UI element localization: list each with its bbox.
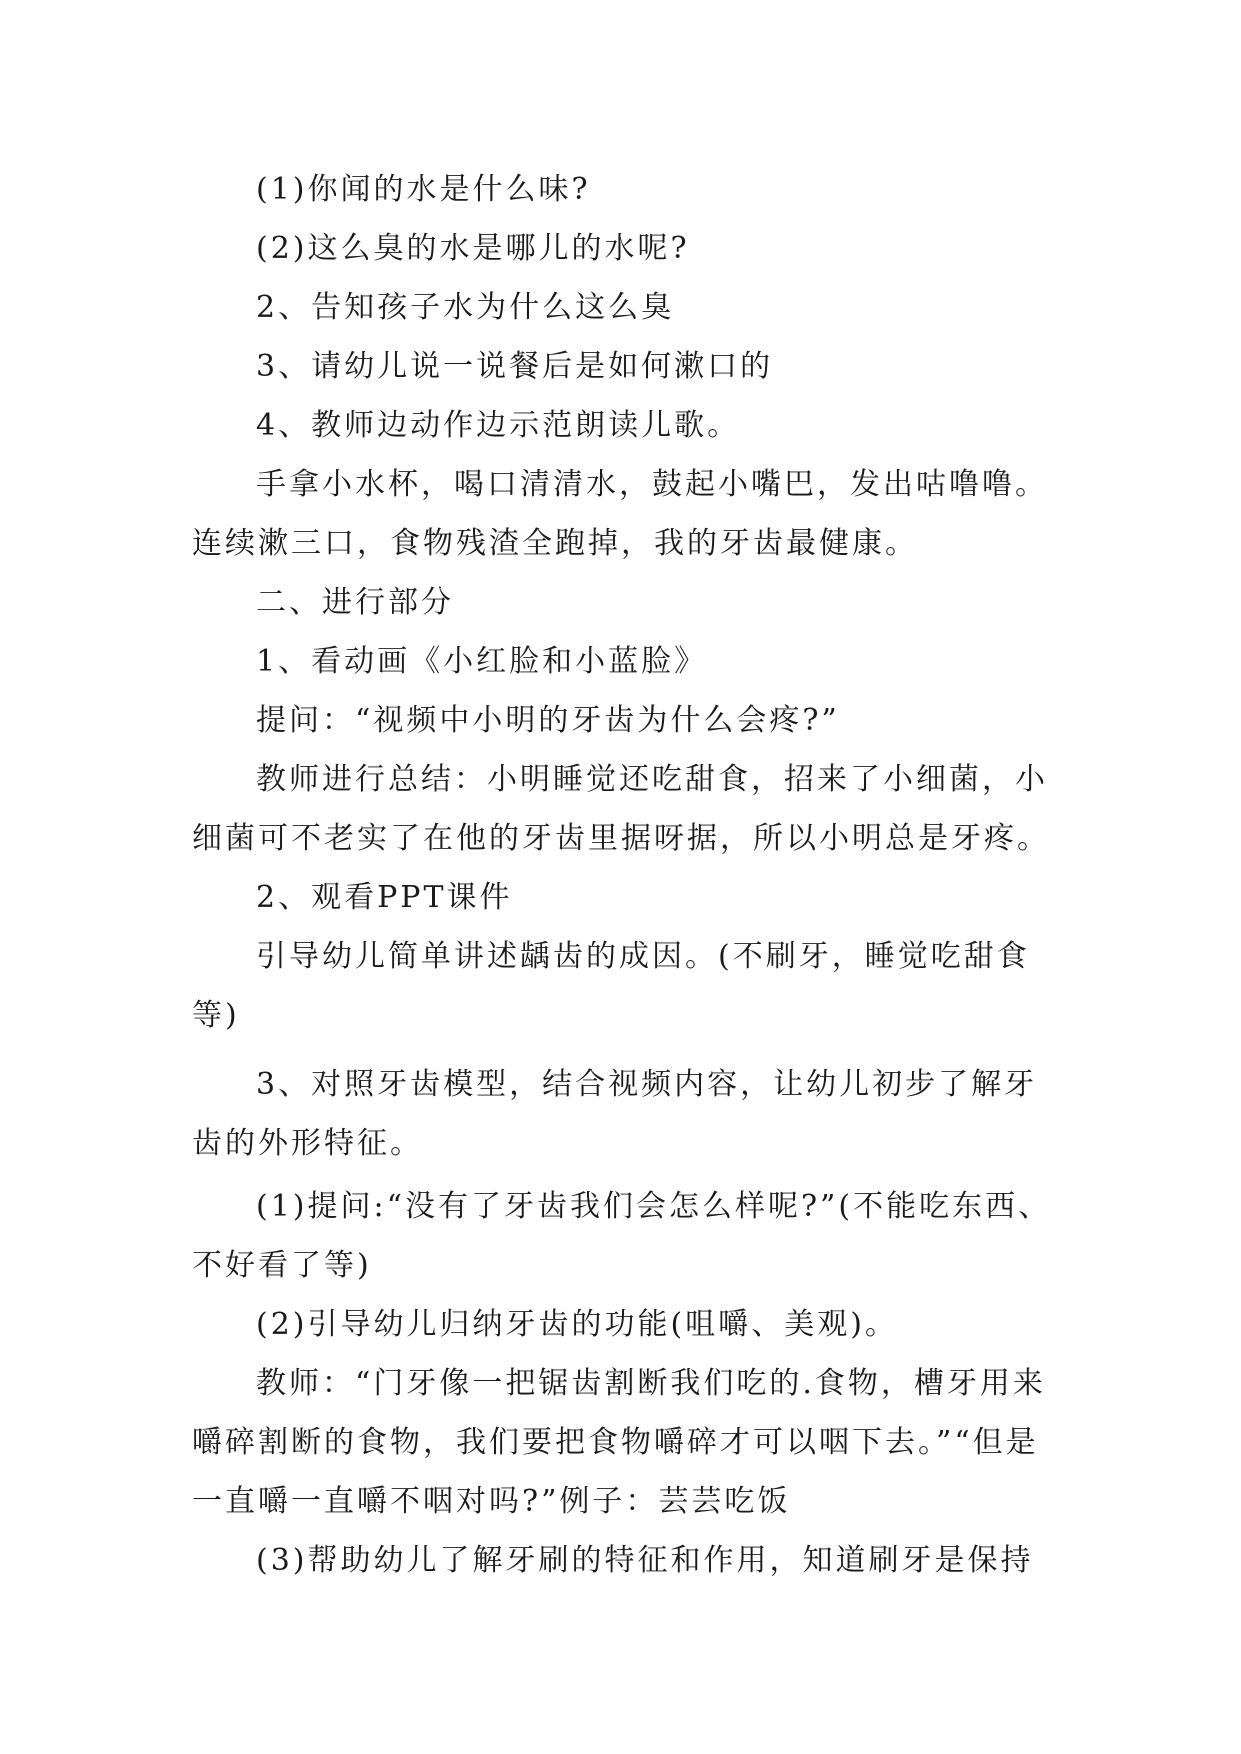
text-line: 一直嚼一直嚼不咽对吗?”例子：芸芸吃饭	[192, 1484, 791, 1519]
text-line: 不好看了等)	[192, 1248, 372, 1283]
text-line: 提问：“视频中小明的牙齿为什么会疼?”	[256, 703, 840, 738]
document-body	[192, 160, 1062, 1590]
text-line: 3、对照牙齿模型，结合视频内容，让幼儿初步了解牙	[256, 1067, 1038, 1102]
text-line: 手拿小水杯，喝口清清水，鼓起小嘴巴，发出咕噜噜。	[256, 467, 1048, 502]
text-line: 教师：“门牙像一把锯齿割断我们吃的.食物，槽牙用来	[256, 1366, 1046, 1401]
text-line: (3)帮助幼儿了解牙刷的特征和作用，知道刷牙是保持	[256, 1543, 1034, 1578]
text-line: 2、观看PPT课件	[256, 880, 513, 915]
text-line: 等)	[192, 998, 240, 1033]
text-line: (1)提问:“没有了牙齿我们会怎么样呢?”(不能吃东西、	[256, 1189, 1052, 1224]
text-line: 连续漱三口，食物残渣全跑掉，我的牙齿最健康。	[192, 526, 918, 561]
text-line: 4、教师边动作边示范朗读儿歌。	[256, 408, 741, 443]
text-line: 二、进行部分	[256, 585, 454, 620]
text-line: 1、看动画《小红脸和小蓝脸》	[256, 644, 708, 679]
text-line: 引导幼儿简单讲述龋齿的成因。(不刷牙，睡觉吃甜食	[256, 939, 1030, 974]
text-line: 教师进行总结：小明睡觉还吃甜食，招来了小细菌，小	[256, 762, 1048, 797]
text-line: 嚼碎割断的食物，我们要把食物嚼碎才可以咽下去。”“但是	[192, 1425, 1039, 1460]
text-line: 细菌可不老实了在他的牙齿里据呀据，所以小明总是牙疼。	[192, 821, 1050, 856]
text-line: 2、告知孩子水为什么这么臭	[256, 290, 675, 325]
text-line: (1)你闻的水是什么味?	[256, 172, 591, 207]
text-line: 3、请幼儿说一说餐后是如何漱口的	[256, 349, 774, 384]
text-line: (2)这么臭的水是哪儿的水呢?	[256, 231, 690, 266]
text-line: (2)引导幼儿归纳牙齿的功能(咀嚼、美观)。	[256, 1307, 898, 1342]
text-line: 齿的外形特征。	[192, 1126, 423, 1161]
